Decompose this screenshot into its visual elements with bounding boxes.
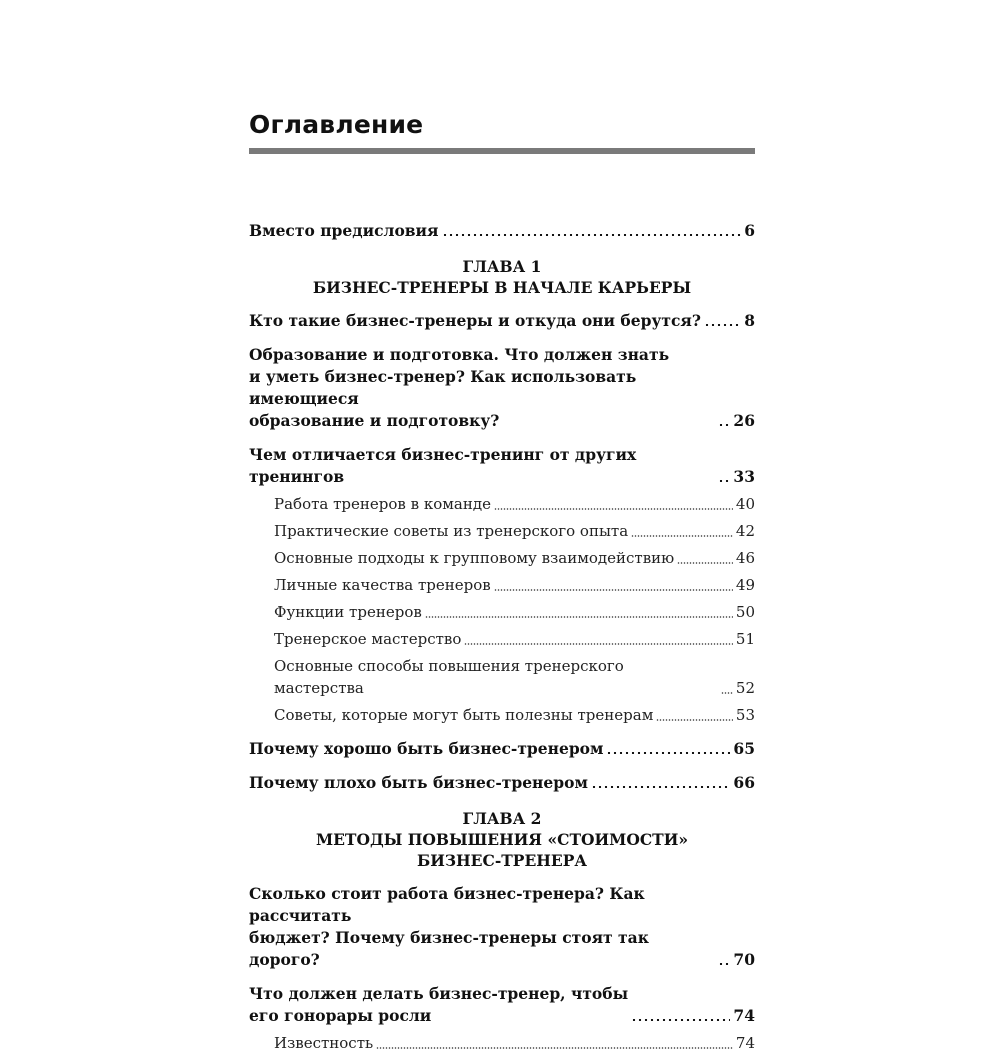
page-title: Оглавление [249,110,424,139]
chapter-label: ГЛАВА 1 [462,257,542,276]
toc-subsection-entry[interactable] [249,655,755,699]
toc-section-entry[interactable] [249,220,755,242]
entry-title: Функции тренеров [274,603,422,621]
toc-section-entry[interactable] [249,883,755,971]
dot-leader [425,616,733,618]
page-number: 52 [735,679,755,697]
entry-title: Работа тренеров в команде [274,495,491,513]
page-number: 6 [744,221,755,240]
page-number: 40 [735,495,755,513]
dot-leader [656,719,733,721]
entry-title: Вместо предисловия [249,221,439,240]
page-number: 65 [733,739,755,758]
chapter-heading [249,808,755,871]
dot-leader [718,424,730,426]
entry-title: Кто такие бизнес-тренеры и откуда они берутся? [249,311,701,330]
entry-title: Известность [274,1034,374,1052]
entry-title: Почему плохо быть бизнес-тренером [249,773,588,792]
entry-title: Сколько стоит работа бизнес-тренера? Как рассчитать бюджет? Почему бизнес-тренеры стоят так дорого? [249,884,649,969]
entry-title: Чем отличается бизнес-тренинг от других тренингов [249,445,637,486]
dot-leader [606,752,730,754]
dot-leader [721,692,733,694]
page-number: 51 [735,630,755,648]
page-number: 50 [735,603,755,621]
dot-leader [376,1047,733,1049]
dot-leader [631,535,733,537]
entry-title: Что должен делать бизнес-тренер, чтобы его гонорары росли [249,984,629,1025]
page-number: 8 [744,311,755,330]
entry-title: Советы, которые могут быть полезны тренерам [274,706,654,724]
page-number: 26 [733,411,755,430]
toc-subsection-entry[interactable] [249,601,755,623]
dot-leader [677,562,733,564]
page-number: 70 [733,950,755,969]
toc-subsection-entry[interactable] [249,1032,755,1054]
dot-leader [704,324,741,326]
page-number: 46 [735,549,755,567]
dot-leader [442,234,742,236]
chapter-title: МЕТОДЫ ПОВЫШЕНИЯ «СТОИМОСТИ» БИЗНЕС-ТРЕНЕРА [315,830,689,870]
entry-title: Личные качества тренеров [274,576,491,594]
toc-subsection-entry[interactable] [249,628,755,650]
dot-leader [718,963,730,965]
chapter-heading [249,256,755,298]
dot-leader [494,508,733,510]
page-number: 66 [733,773,755,792]
toc-section-entry[interactable] [249,344,755,432]
page-number: 49 [735,576,755,594]
toc-section-entry[interactable] [249,983,755,1027]
page-number: 42 [735,522,755,540]
entry-title: Практические советы из тренерского опыта [274,522,629,540]
entry-title: Образование и подготовка. Что должен знать и уметь бизнес-тренер? Как использовать имеющиеся образование и подготовку? [249,345,670,430]
entry-title: Почему хорошо быть бизнес-тренером [249,739,604,758]
entry-title: Тренерское мастерство [274,630,462,648]
table-of-contents [249,220,755,1054]
dot-leader [631,1019,730,1021]
chapter-title: БИЗНЕС-ТРЕНЕРЫ В НАЧАЛЕ КАРЬЕРЫ [312,278,692,297]
toc-subsection-entry[interactable] [249,520,755,542]
page-number: 33 [733,467,755,486]
dot-leader [464,643,733,645]
entry-title: Основные подходы к групповому взаимодействию [274,549,675,567]
chapter-label: ГЛАВА 2 [462,809,542,828]
page-number: 53 [735,706,755,724]
page-number: 74 [733,1006,755,1025]
toc-subsection-entry[interactable] [249,547,755,569]
toc-section-entry[interactable] [249,444,755,488]
toc-section-entry[interactable] [249,310,755,332]
toc-section-entry[interactable] [249,772,755,794]
toc-subsection-entry[interactable] [249,574,755,596]
toc-subsection-entry[interactable] [249,493,755,515]
page-number: 74 [735,1034,755,1052]
toc-section-entry[interactable] [249,738,755,760]
toc-subsection-entry[interactable] [249,704,755,726]
entry-title: Основные способы повышения тренерского мастерства [274,657,624,697]
title-underline [249,148,755,154]
dot-leader [718,480,730,482]
dot-leader [494,589,733,591]
dot-leader [591,786,731,788]
